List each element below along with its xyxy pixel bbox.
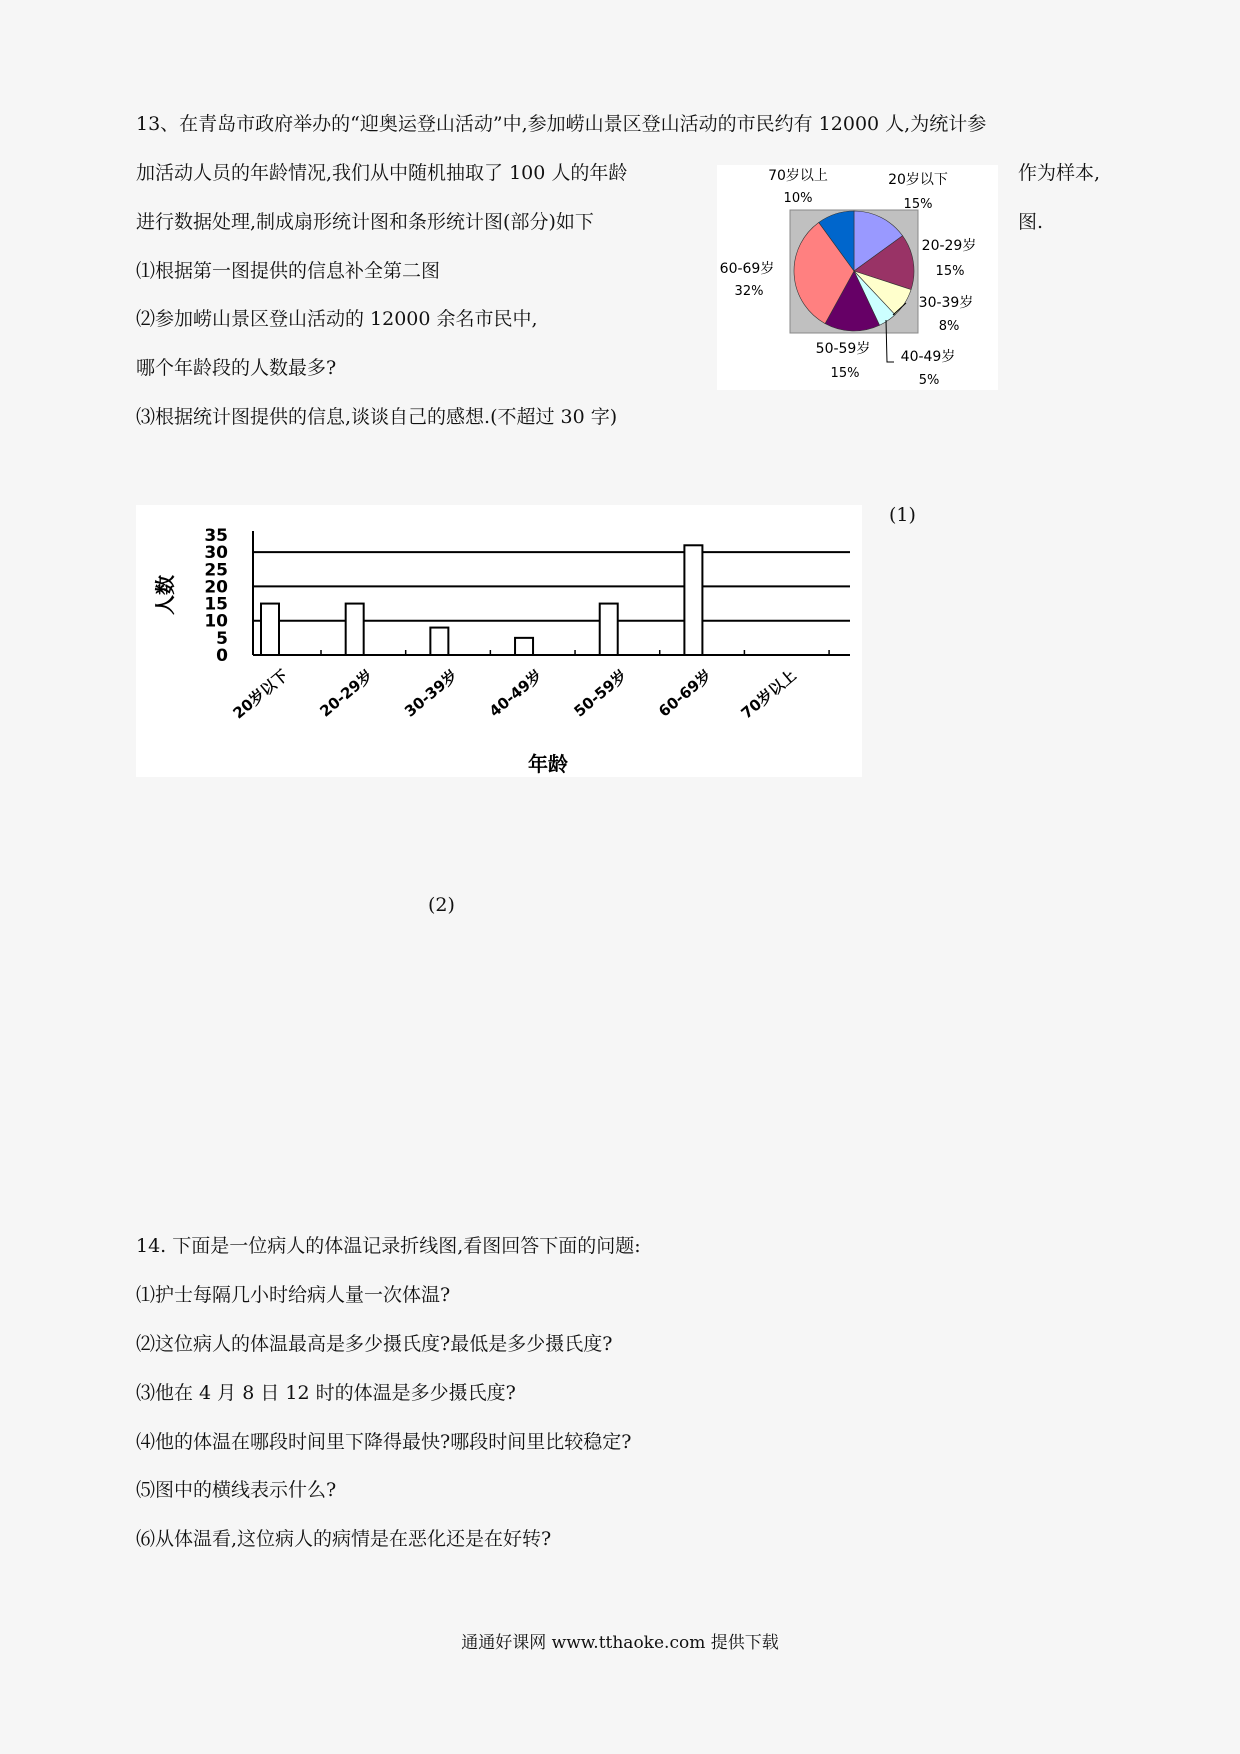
x-tick-label-5: 60-69岁 bbox=[655, 666, 715, 721]
pie-label-40-49: 40-49岁 bbox=[900, 349, 956, 365]
bar-2 bbox=[430, 628, 448, 655]
y-axis-label: 人数 bbox=[153, 575, 177, 615]
bar-5 bbox=[684, 545, 702, 655]
q13-line2b: 作为样本, bbox=[1018, 162, 1101, 184]
bar-0 bbox=[261, 604, 279, 655]
pie-label-under20: 20岁以下 bbox=[888, 172, 948, 188]
y-tick-35: 35 bbox=[204, 526, 228, 546]
bar-1 bbox=[346, 604, 364, 655]
q13-sub2a: ⑵参加崂山景区登山活动的 12000 余名市民中, bbox=[136, 308, 538, 330]
x-tick-label-1: 20-29岁 bbox=[316, 666, 377, 721]
x-tick-label-0: 20岁以下 bbox=[229, 666, 292, 723]
bar-chart-svg bbox=[136, 505, 862, 777]
bar-3 bbox=[515, 638, 533, 655]
x-tick-label-4: 50-59岁 bbox=[570, 666, 631, 721]
pie-pct-60-69: 32% bbox=[734, 284, 764, 299]
q14-item-1: ⑴护士每隔几小时给病人量一次体温? bbox=[136, 1284, 451, 1306]
x-axis-label: 年龄 bbox=[528, 752, 568, 776]
q13-sub1: ⑴根据第一图提供的信息补全第二图 bbox=[136, 260, 441, 282]
pie-label-70plus: 70岁以上 bbox=[768, 168, 828, 184]
x-tick-label-6: 70岁以上 bbox=[737, 666, 800, 723]
pie-pct-70plus: 10% bbox=[783, 191, 813, 206]
y-tick-5: 5 bbox=[216, 628, 228, 649]
pie-pct-20-29: 15% bbox=[935, 264, 965, 279]
q13-sub3: ⑶根据统计图提供的信息,谈谈自己的感想.(不超过 30 字) bbox=[136, 406, 618, 428]
x-tick-label-2: 30-39岁 bbox=[401, 666, 461, 721]
x-tick-label-3: 40-49岁 bbox=[485, 666, 546, 721]
pie-label-30-39: 30-39岁 bbox=[918, 295, 974, 311]
y-tick-15: 15 bbox=[204, 594, 228, 615]
y-tick-25: 25 bbox=[204, 560, 228, 581]
q13-sub2b: 哪个年龄段的人数最多? bbox=[136, 357, 337, 379]
bar-chart bbox=[136, 505, 862, 777]
pie-pct-40-49: 5% bbox=[918, 373, 940, 388]
y-tick-30: 30 bbox=[204, 543, 228, 564]
figure-label-2: (2) bbox=[428, 894, 455, 916]
footer-credit: 通通好课网 www.tthaoke.com 提供下载 bbox=[461, 1633, 779, 1653]
q14-item-6: ⑹从体温看,这位病人的病情是在恶化还是在好转? bbox=[136, 1528, 552, 1550]
q14-item-5: ⑸图中的横线表示什么? bbox=[136, 1479, 337, 1501]
pie-chart-svg bbox=[717, 165, 998, 390]
pie-label-50-59: 50-59岁 bbox=[815, 341, 871, 357]
bar-4 bbox=[600, 604, 618, 655]
y-tick-10: 10 bbox=[204, 611, 228, 632]
pie-label-60-69: 60-69岁 bbox=[719, 261, 775, 277]
q13-line3b: 图. bbox=[1018, 211, 1044, 233]
q14-intro: 14. 下面是一位病人的体温记录折线图,看图回答下面的问题: bbox=[136, 1235, 641, 1257]
pie-pct-30-39: 8% bbox=[938, 319, 960, 334]
y-tick-0: 0 bbox=[216, 646, 228, 666]
pie-label-20-29: 20-29岁 bbox=[921, 238, 977, 254]
pie-chart bbox=[717, 165, 998, 390]
q14-item-3: ⑶他在 4 月 8 日 12 时的体温是多少摄氏度? bbox=[136, 1382, 516, 1404]
y-tick-20: 20 bbox=[204, 577, 228, 598]
figure-label-1: (1) bbox=[889, 504, 916, 526]
pie-pct-50-59: 15% bbox=[830, 366, 860, 381]
q14-item-4: ⑷他的体温在哪段时间里下降得最快?哪段时间里比较稳定? bbox=[136, 1431, 632, 1453]
q14-item-2: ⑵这位病人的体温最高是多少摄氏度?最低是多少摄氏度? bbox=[136, 1333, 613, 1355]
pie-pct-under20: 15% bbox=[903, 197, 933, 212]
q13-line1: 13、在青岛市政府举办的“迎奥运登山活动”中,参加崂山景区登山活动的市民约有 12000 人,为统计参 bbox=[136, 113, 987, 135]
q13-line3a: 进行数据处理,制成扇形统计图和条形统计图(部分)如下 bbox=[136, 211, 594, 233]
q13-line2a: 加活动人员的年龄情况,我们从中随机抽取了 100 人的年龄 bbox=[136, 162, 628, 184]
